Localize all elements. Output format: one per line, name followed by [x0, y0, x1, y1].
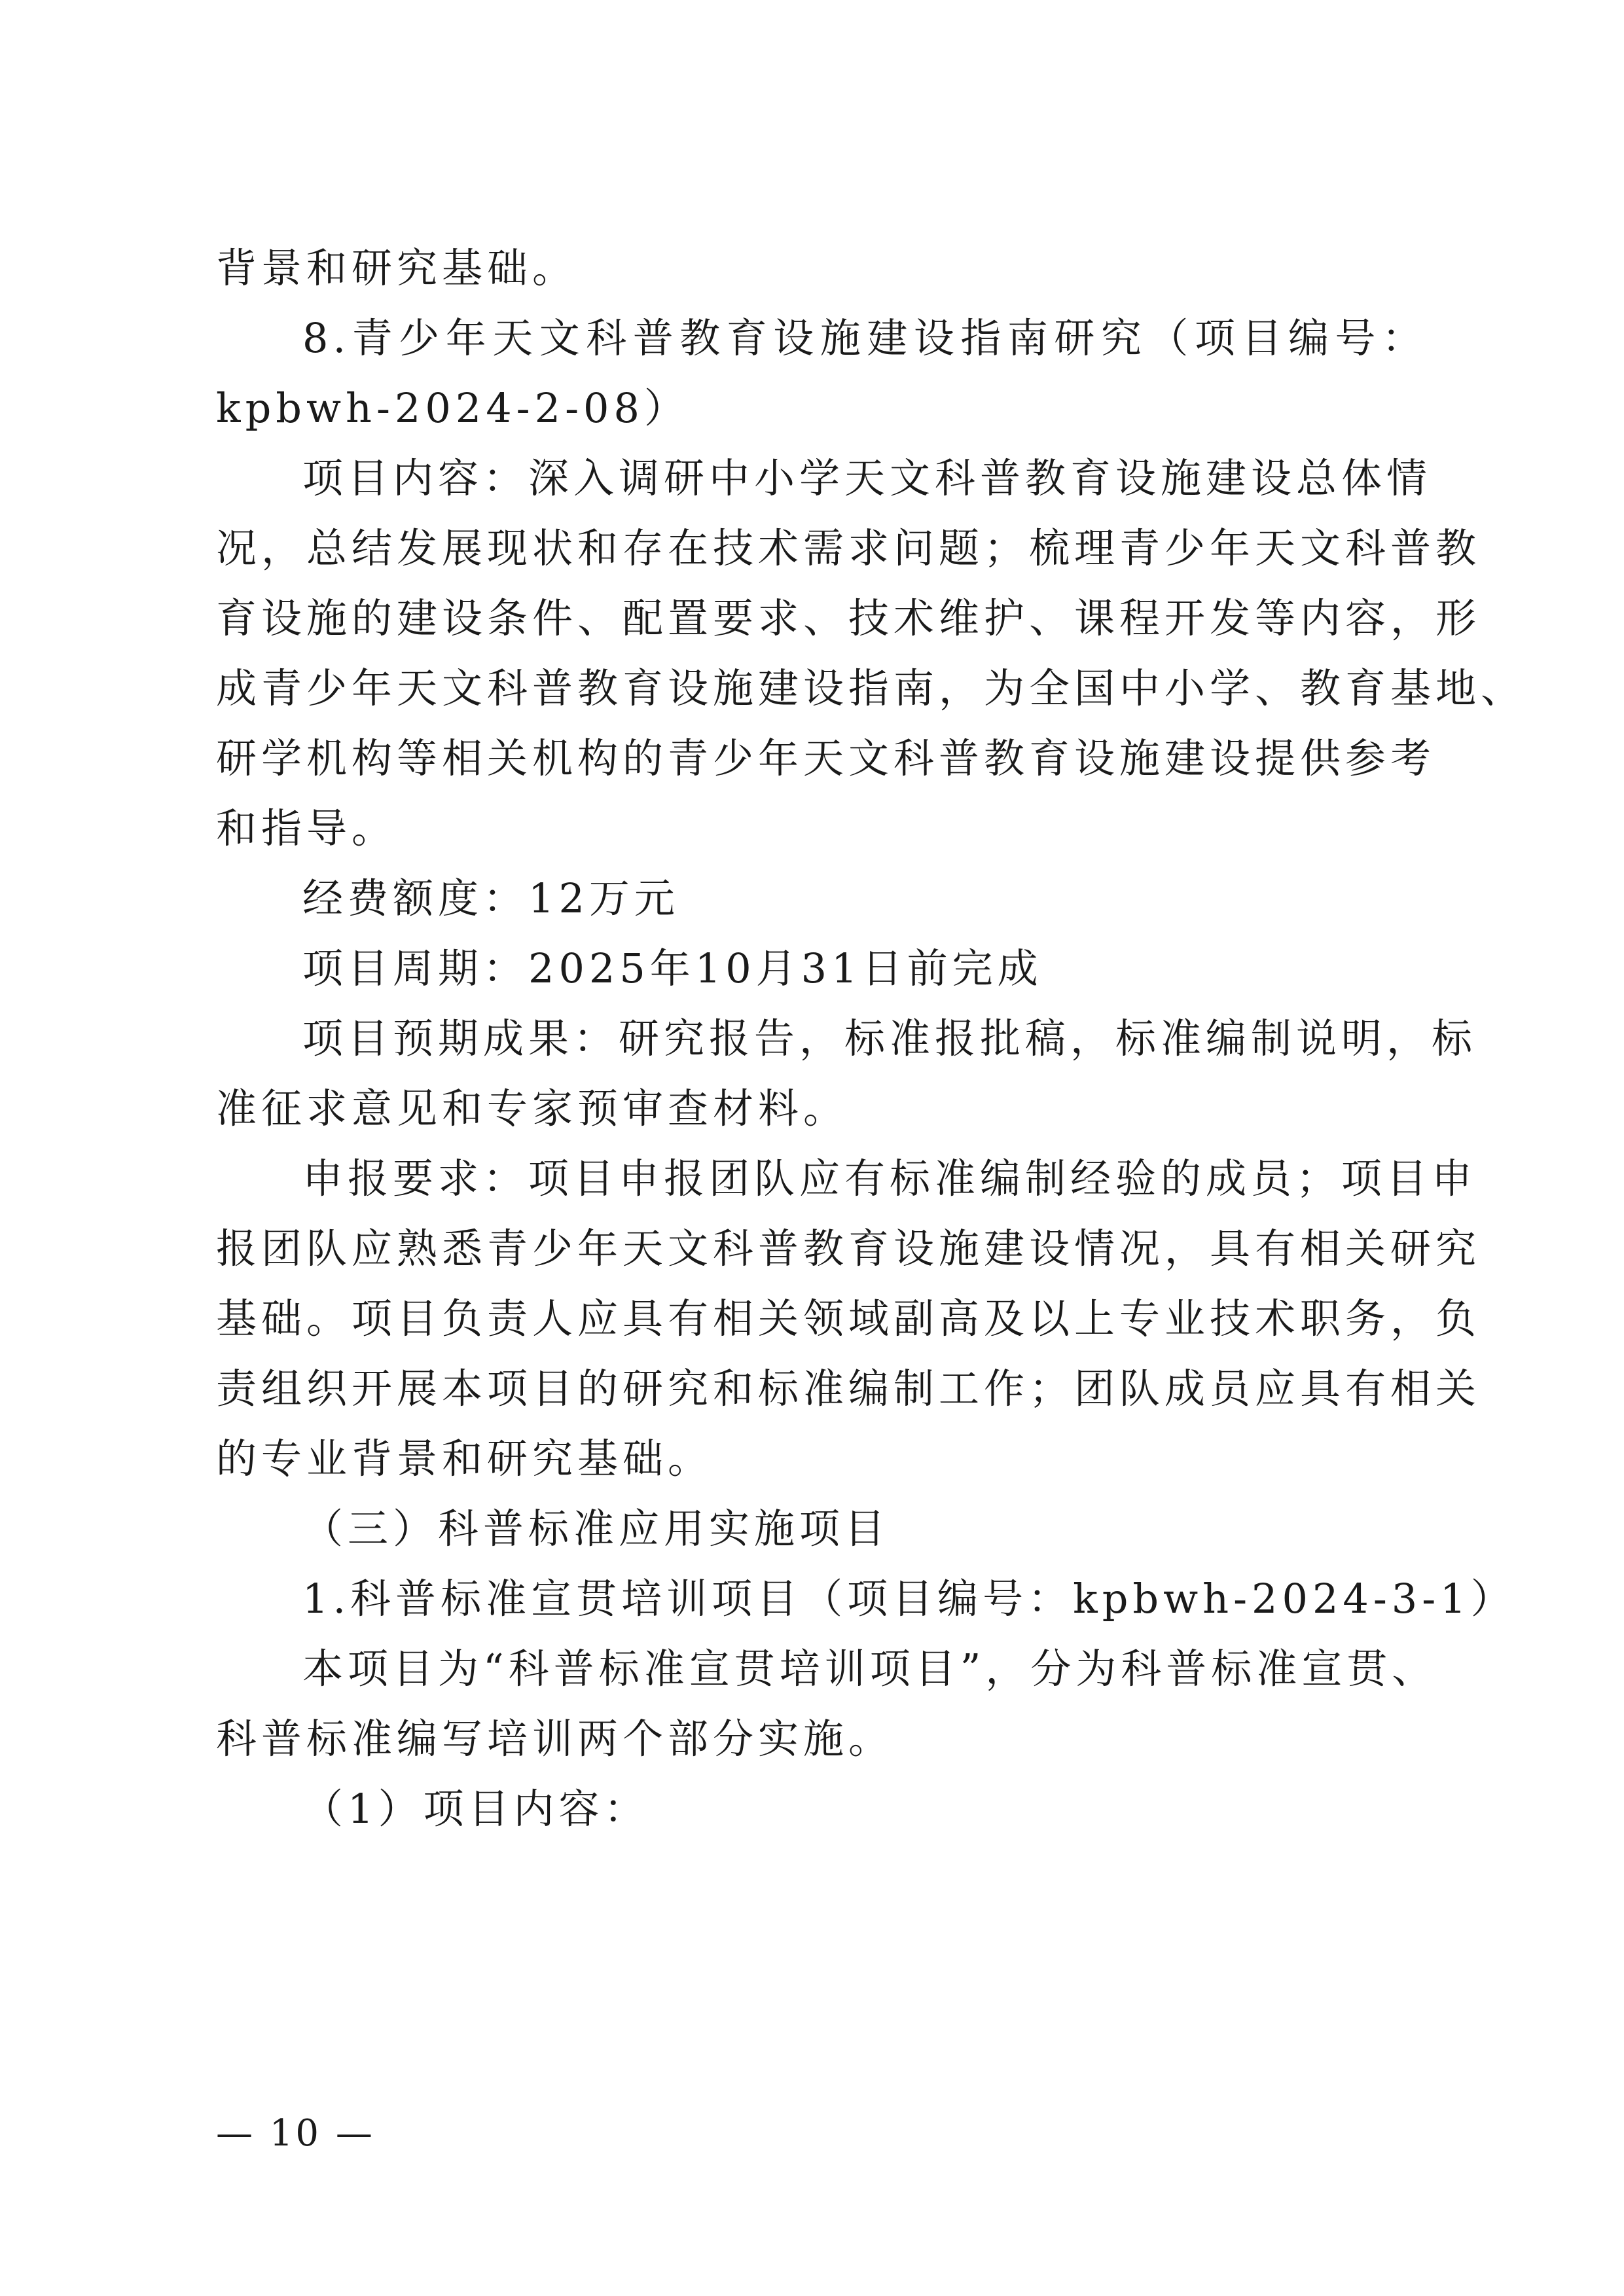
paragraph-line: 基础。项目负责人应具有相关领域副高及以上专业技术职务，负: [216, 1295, 1481, 1342]
paragraph-line: 项目内容：深入调研中小学天文科普教育设施建设总体情: [302, 454, 1432, 502]
paragraph-line: 的专业背景和研究基础。: [216, 1435, 713, 1482]
period-line: 项目周期：2025年10月31日前完成: [302, 944, 1043, 992]
section-heading-3: （三）科普标准应用实施项目: [302, 1505, 890, 1552]
paragraph-line: 成青少年天文科普教育设施建设指南，为全国中小学、教育基地、: [216, 664, 1526, 712]
paragraph-line: 育设施的建设条件、配置要求、技术维护、课程开发等内容，形: [216, 594, 1481, 642]
section-heading-1: 1.科普标准宣贯培训项目（项目编号：kpbwh-2024-3-1）: [302, 1575, 1516, 1623]
funding-line: 经费额度：12万元: [302, 874, 679, 922]
section-heading-8: 8.青少年天文科普教育设施建设指南研究（项目编号：: [302, 314, 1427, 362]
paragraph-line: 况，总结发展现状和存在技术需求问题；梳理青少年天文科普教: [216, 524, 1481, 572]
paragraph-line: 申报要求：项目申报团队应有标准编制经验的成员；项目申: [302, 1155, 1477, 1202]
paragraph-line: 和指导。: [216, 804, 397, 852]
paragraph-line: 责组织开展本项目的研究和标准编制工作；团队成员应具有相关: [216, 1365, 1481, 1412]
paragraph-line: 本项目为“科普标准宣贯培训项目”，分为科普标准宣贯、: [302, 1645, 1437, 1693]
subsection-heading: （1）项目内容：: [302, 1785, 649, 1833]
page-number: — 10 —: [216, 2112, 375, 2155]
project-code-line: kpbwh-2024-2-08）: [216, 384, 689, 432]
paragraph-line: 报团队应熟悉青少年天文科普教育设施建设情况，具有相关研究: [216, 1225, 1481, 1272]
paragraph-line: 研学机构等相关机构的青少年天文科普教育设施建设提供参考: [216, 734, 1436, 782]
paragraph-line: 背景和研究基础。: [216, 244, 578, 292]
paragraph-line: 准征求意见和专家预审查材料。: [216, 1085, 849, 1132]
paragraph-line: 科普标准编写培训两个部分实施。: [216, 1715, 894, 1763]
paragraph-line: 项目预期成果：研究报告，标准报批稿，标准编制说明，标: [302, 1014, 1477, 1062]
